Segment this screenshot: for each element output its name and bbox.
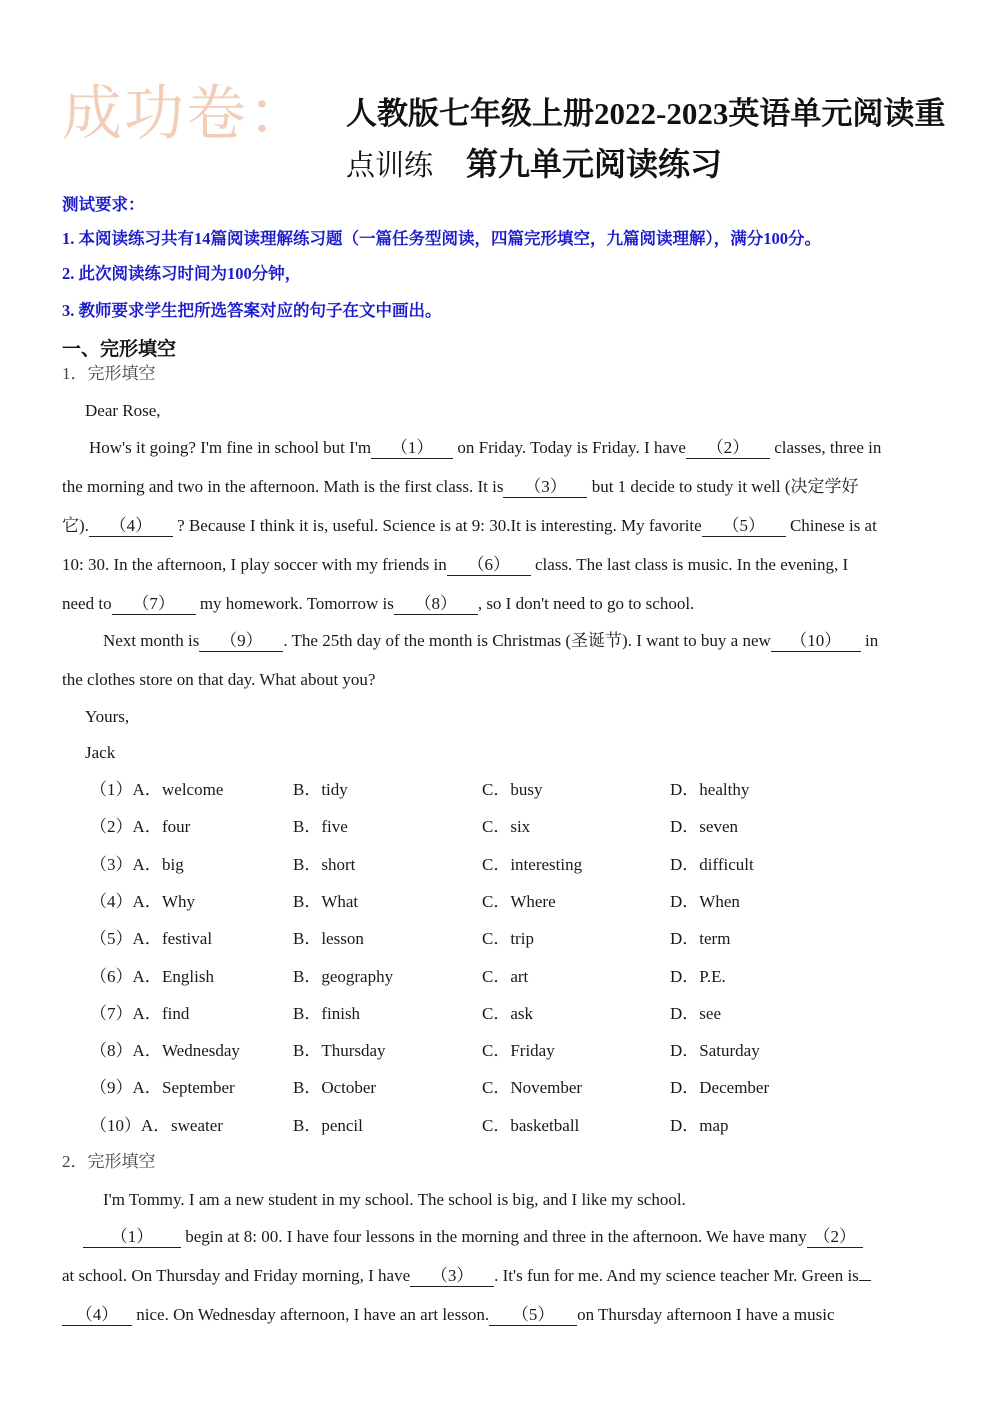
letter-signature: Jack	[85, 743, 116, 762]
option-row-label: （7）A．	[90, 1003, 162, 1023]
blank-3[interactable]: （3）	[410, 1266, 494, 1287]
option-a[interactable]: big	[162, 854, 184, 874]
passage-text: on Friday. Today is Friday. I have	[457, 438, 686, 457]
option-c[interactable]: C．busy	[482, 780, 543, 799]
letter-salutation: Dear Rose,	[85, 401, 161, 420]
passage-text: , so I don't need to go to school.	[477, 594, 695, 613]
blank-4[interactable]: （4）	[62, 1305, 132, 1326]
option-a[interactable]: festival	[162, 929, 213, 949]
passage-text: class. The last class is music. In the evening, I	[535, 555, 849, 574]
option-a[interactable]: sweater	[171, 1115, 223, 1135]
passage-line	[62, 475, 858, 499]
question-label-2: 2．完形填空	[62, 1152, 156, 1171]
blank-3[interactable]: （3）	[503, 477, 587, 498]
letter-closing: Yours,	[85, 707, 130, 726]
unit-title: 第九单元阅读练习	[466, 145, 723, 183]
passage-text: Chinese is at	[789, 516, 877, 535]
option-b[interactable]: B．lesson	[293, 929, 364, 949]
option-a[interactable]: English	[162, 966, 214, 986]
brand-watermark: 成功卷：	[62, 79, 310, 149]
option-c[interactable]: C．interesting	[482, 854, 583, 874]
passage-line: the clothes store on that day. What about you?	[62, 670, 376, 689]
option-d[interactable]: D．seven	[670, 817, 738, 837]
passage-text: but 1 decide to study it well (决定学好	[591, 477, 859, 496]
passage-text: classes, three in	[774, 438, 882, 457]
option-c[interactable]: C．trip	[482, 929, 534, 949]
passage-text: . It's fun for me. And my science teacher Mr. Green is	[494, 1266, 859, 1285]
blank-5[interactable]: （5）	[489, 1305, 577, 1326]
passage-text: ? Because I think it is, useful. Science is at 9: 30.It is interesting. My favorite	[177, 516, 702, 535]
option-d[interactable]: D．difficult	[670, 854, 754, 874]
blank-8[interactable]: （8）	[394, 594, 478, 615]
question-label-1: 1．完形填空	[62, 364, 156, 383]
passage-text: need to	[62, 594, 112, 613]
option-b[interactable]: B．Thursday	[293, 1041, 386, 1061]
blank-5[interactable]: （5）	[702, 516, 786, 537]
passage-text: begin at 8: 00. I have four lessons in the morning and three in the afternoon. We have many	[185, 1227, 807, 1246]
option-d[interactable]: D．P.E.	[670, 966, 726, 986]
option-row-label: （9）A．	[90, 1078, 162, 1098]
passage-text: 10: 30. In the afternoon, I play soccer with my friends in	[62, 555, 447, 574]
option-b[interactable]: B．October	[293, 1078, 377, 1098]
passage-text: the morning and two in the afternoon. Math is the first class. It is	[62, 477, 504, 496]
passage-line	[62, 553, 848, 577]
blank-7[interactable]: （7）	[112, 594, 196, 615]
option-row-label: （2）A．	[90, 817, 162, 837]
option-a[interactable]: Why	[162, 891, 196, 911]
blank-1[interactable]: （1）	[83, 1227, 181, 1248]
option-row-label: （3）A．	[90, 854, 162, 874]
blank-2[interactable]: （2）	[686, 438, 770, 459]
section-title: 一、完形填空	[62, 338, 177, 360]
page-title-line2: 点训练	[346, 150, 434, 182]
passage-text: on Thursday afternoon I have a music	[577, 1305, 835, 1324]
option-d[interactable]: D．December	[670, 1078, 770, 1098]
option-d[interactable]: D．term	[670, 929, 731, 949]
option-row-label: （1）A．	[90, 780, 162, 799]
blank-10[interactable]: （10）	[771, 631, 861, 652]
passage-line: I'm Tommy. I am a new student in my school. The school is big, and I like my school.	[103, 1190, 686, 1209]
option-b[interactable]: B．What	[293, 891, 359, 911]
option-c[interactable]: C．six	[482, 817, 531, 837]
option-a[interactable]: September	[162, 1078, 235, 1098]
option-row-label: （10）A．	[90, 1115, 171, 1135]
option-b[interactable]: B．five	[293, 817, 348, 837]
passage-text: my homework. Tomorrow is	[199, 594, 394, 613]
option-c[interactable]: C．November	[482, 1078, 583, 1098]
requirements-heading: 测试要求：	[62, 195, 145, 214]
option-a[interactable]: find	[162, 1003, 190, 1023]
option-b[interactable]: B．short	[293, 854, 356, 874]
option-d[interactable]: D．Saturday	[670, 1041, 760, 1061]
passage-line	[103, 629, 878, 653]
requirement-item-2: 2. 此次阅读练习时间为100分钟，	[62, 264, 302, 283]
option-a[interactable]: Wednesday	[162, 1041, 240, 1061]
passage-text: Next month is	[103, 631, 200, 650]
blank-4[interactable]: （4）	[89, 516, 173, 537]
passage-line	[89, 436, 881, 460]
passage-text: in	[865, 631, 879, 650]
option-c[interactable]: C．Friday	[482, 1041, 555, 1061]
passage-line	[83, 1225, 863, 1249]
requirement-item-3: 3. 教师要求学生把所选答案对应的句子在文中画出。	[62, 301, 442, 320]
option-b[interactable]: B．finish	[293, 1003, 361, 1023]
passage-text: . The 25th day of the month is Christmas (圣诞节). I want to buy a new	[283, 631, 771, 650]
option-b[interactable]: B．tidy	[293, 780, 348, 799]
option-c[interactable]: C．Where	[482, 891, 556, 911]
requirement-item-1: 1. 本阅读练习共有14篇阅读理解练习题（一篇任务型阅读，四篇完形填空，九篇阅读理解），满分100分。	[62, 229, 821, 248]
option-c[interactable]: C．basketball	[482, 1115, 580, 1135]
passage-line	[62, 514, 877, 538]
option-a[interactable]: welcome	[162, 780, 224, 799]
passage-text: 它).	[62, 516, 89, 535]
option-a[interactable]: four	[162, 817, 191, 837]
passage-line	[62, 592, 694, 616]
option-b[interactable]: B．geography	[293, 966, 394, 986]
option-d[interactable]: D．see	[670, 1003, 721, 1023]
option-d[interactable]: D．When	[670, 891, 740, 911]
blank-9[interactable]: （9）	[199, 631, 283, 652]
option-b[interactable]: B．pencil	[293, 1115, 363, 1135]
option-d[interactable]: D．map	[670, 1115, 729, 1135]
page-title-line1: 人教版七年级上册2022-2023英语单元阅读重	[346, 96, 946, 131]
option-c[interactable]: C．art	[482, 966, 529, 986]
option-row-label: （8）A．	[90, 1041, 162, 1061]
blank-2[interactable]: （2）	[807, 1227, 863, 1248]
option-row-label: （5）A．	[90, 929, 162, 949]
option-row-label: （4）A．	[90, 891, 162, 911]
option-row-label: （6）A．	[90, 966, 162, 986]
passage-text: nice. On Wednesday afternoon, I have an art lesson.	[136, 1305, 490, 1324]
option-c[interactable]: C．ask	[482, 1003, 533, 1023]
passage-line	[62, 1264, 871, 1288]
passage-text: at school. On Thursday and Friday morning, I have	[62, 1266, 411, 1285]
blank-1[interactable]: （1）	[371, 438, 453, 459]
blank-underline	[859, 1280, 871, 1281]
option-d[interactable]: D．healthy	[670, 780, 750, 799]
passage-line	[62, 1303, 835, 1327]
blank-6[interactable]: （6）	[447, 555, 531, 576]
passage-text: How's it going? I'm fine in school but I'm	[89, 438, 372, 457]
